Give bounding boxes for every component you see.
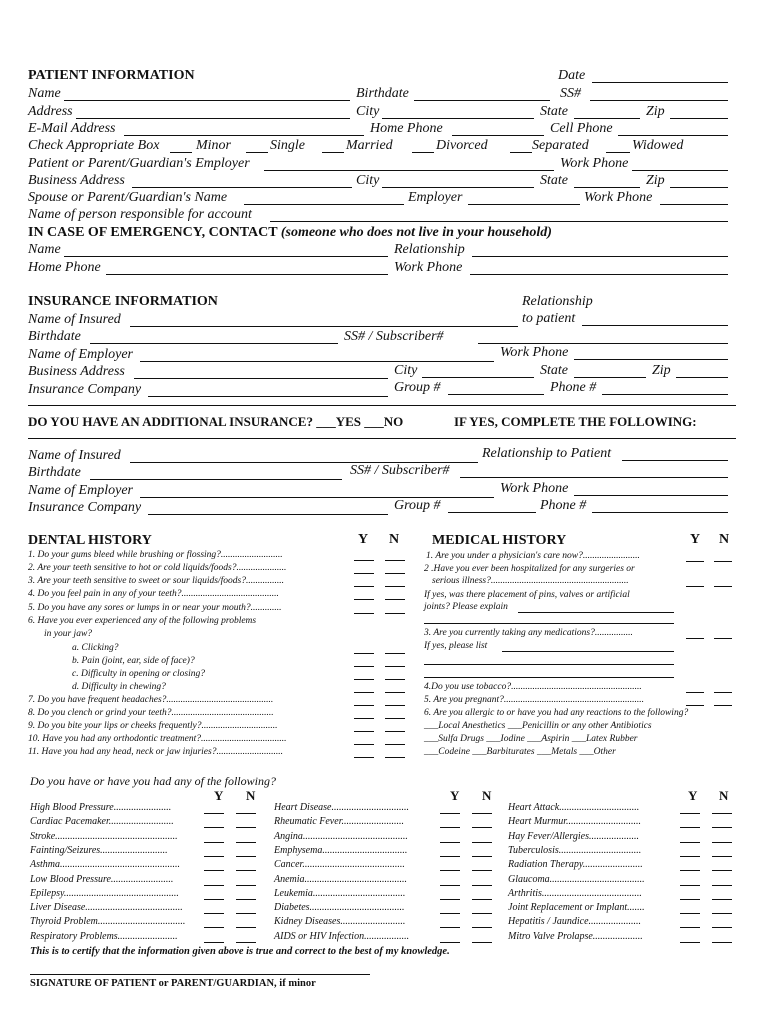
ss-line[interactable] — [590, 100, 728, 101]
dental-y-blank[interactable] — [354, 679, 374, 680]
state2-label: State — [540, 173, 568, 188]
emergency-heading-italic: (someone who does not live in your household) — [280, 225, 552, 240]
condition-n-blank[interactable] — [472, 942, 492, 943]
condition-n-blank[interactable] — [236, 827, 256, 828]
dental-question: a. Clicking? — [72, 643, 119, 653]
condition-n-blank[interactable] — [472, 842, 492, 843]
email-label: E-Mail Address — [28, 121, 116, 136]
dental-question: 9. Do you bite your lips or cheeks frequently?................................ — [28, 721, 278, 731]
dental-n-blank[interactable] — [385, 666, 405, 667]
dental-question: 8. Do you clench or grind your teeth?........................................... — [28, 708, 274, 718]
city2-line[interactable] — [382, 187, 534, 188]
ins-company-line[interactable] — [148, 396, 388, 397]
widowed-blank[interactable] — [606, 152, 630, 153]
work-phone-label: Work Phone — [560, 156, 629, 171]
zip-label: Zip — [646, 104, 665, 119]
condition-y-blank[interactable] — [680, 870, 700, 871]
condition-y-blank[interactable] — [204, 927, 224, 928]
spouse-line[interactable] — [244, 204, 404, 205]
condition-item: Tuberculosis................................. — [508, 844, 642, 856]
dental-n-blank[interactable] — [385, 679, 405, 680]
condition-n-blank[interactable] — [472, 813, 492, 814]
condition-y-blank[interactable] — [440, 827, 460, 828]
dental-question: c. Difficulty in opening or closing? — [72, 669, 205, 679]
medical-heading: MEDICAL HISTORY — [432, 533, 567, 548]
dental-n-blank[interactable] — [385, 560, 405, 561]
condition-item: Thyroid Problem................................... — [30, 916, 186, 928]
condition-n-blank[interactable] — [472, 899, 492, 900]
condition-y-blank[interactable] — [680, 885, 700, 886]
condition-y-blank[interactable] — [440, 870, 460, 871]
condition-item: Respiratory Problems........................ — [30, 930, 178, 942]
condition-n-blank[interactable] — [236, 856, 256, 857]
divorced-blank[interactable] — [412, 152, 434, 153]
med-q2a: 2 .Have you ever been hospitalized for any surgeries or — [424, 564, 635, 574]
condition-y-blank[interactable] — [204, 913, 224, 914]
condition-n-blank[interactable] — [712, 856, 732, 857]
condition-n-blank[interactable] — [712, 813, 732, 814]
city2-label: City — [356, 173, 380, 188]
ins-work-phone-label: Work Phone — [500, 345, 569, 360]
dental-n-blank[interactable] — [385, 744, 405, 745]
ins-relationship-line[interactable] — [582, 325, 728, 326]
condition-n-blank[interactable] — [472, 870, 492, 871]
condition-y-blank[interactable] — [680, 899, 700, 900]
cond-col3-y: Y — [688, 788, 698, 803]
condition-n-blank[interactable] — [236, 885, 256, 886]
dental-question: 4. Do you feel pain in any of your teeth?......................................... — [28, 589, 279, 599]
ins-company-label: Insurance Company — [28, 382, 142, 397]
condition-item: Hepatitis / Jaundice..................... — [508, 916, 642, 928]
dental-y-blank[interactable] — [354, 586, 374, 587]
med-q1-y[interactable] — [686, 561, 704, 562]
dental-n-blank[interactable] — [385, 573, 405, 574]
employer-line[interactable] — [264, 170, 554, 171]
condition-item: Rheumatic Fever......................... — [274, 816, 404, 828]
add-group-line[interactable] — [448, 512, 536, 513]
dental-y-blank[interactable] — [354, 731, 374, 732]
add-ss-label: SS# / Subscriber# — [350, 463, 450, 478]
add-relationship-line[interactable] — [622, 460, 728, 461]
medical-n-header: N — [719, 532, 730, 547]
condition-item: Emphysema.................................. — [274, 844, 408, 856]
zip2-label: Zip — [646, 173, 665, 188]
condition-y-blank[interactable] — [204, 942, 224, 943]
single-blank[interactable] — [246, 152, 268, 153]
dental-n-blank[interactable] — [385, 718, 405, 719]
condition-n-blank[interactable] — [236, 942, 256, 943]
signature-label: SIGNATURE OF PATIENT or PARENT/GUARDIAN, if minor — [30, 978, 316, 989]
condition-y-blank[interactable] — [204, 842, 224, 843]
emergency-heading-bold: IN CASE OF EMERGENCY, CONTACT — [28, 225, 278, 240]
add-birthdate-line[interactable] — [90, 479, 342, 480]
dental-y-blank[interactable] — [354, 560, 374, 561]
cond-col3-n: N — [719, 788, 729, 803]
dental-question: 10. Have you had any orthodontic treatment?.................................... — [28, 734, 287, 744]
condition-n-blank[interactable] — [712, 842, 732, 843]
dental-y-blank[interactable] — [354, 705, 374, 706]
patient-heading: PATIENT INFORMATION — [28, 68, 195, 83]
city-label: City — [356, 104, 380, 119]
certify-text: This is to certify that the information given above is true and correct to the best of my knowledge. — [30, 946, 450, 957]
zip2-line[interactable] — [670, 187, 728, 188]
dental-question: 7. Do you have frequent headaches?............................................. — [28, 695, 274, 705]
condition-n-blank[interactable] — [712, 913, 732, 914]
dental-n-header: N — [389, 532, 400, 547]
condition-item: Fainting/Seizures........................... — [30, 844, 168, 856]
cell-phone-label: Cell Phone — [550, 121, 613, 136]
condition-item: Mitro Valve Prolapse.................... — [508, 930, 643, 942]
emergency-name-line[interactable] — [64, 256, 388, 257]
married-label: Married — [346, 138, 393, 153]
condition-y-blank[interactable] — [440, 842, 460, 843]
condition-y-blank[interactable] — [440, 885, 460, 886]
ins-zip-label: Zip — [652, 363, 671, 378]
condition-n-blank[interactable] — [712, 885, 732, 886]
condition-item: AIDS or HIV Infection.................. — [274, 930, 410, 942]
divorced-label: Divorced — [436, 138, 488, 153]
ins-city-label: City — [394, 363, 418, 378]
condition-y-blank[interactable] — [440, 927, 460, 928]
add-phone-line[interactable] — [592, 512, 728, 513]
med-q2c: If yes, was there placement of pins, valves or artificial — [424, 590, 630, 600]
condition-n-blank[interactable] — [712, 827, 732, 828]
ins-birthdate-line[interactable] — [90, 343, 338, 344]
emergency-work-phone-line[interactable] — [470, 274, 728, 275]
divider-rule-2 — [28, 438, 736, 439]
dental-y-header: Y — [358, 532, 369, 547]
add-group-label: Group # — [394, 498, 441, 513]
med-q2-explain-line-2[interactable] — [424, 623, 674, 624]
dental-question: d. Difficulty in chewing? — [72, 682, 166, 692]
condition-y-blank[interactable] — [440, 813, 460, 814]
add-work-phone-label: Work Phone — [500, 481, 569, 496]
condition-y-blank[interactable] — [680, 827, 700, 828]
ins-work-phone-line[interactable] — [574, 359, 728, 360]
dental-y-blank[interactable] — [354, 718, 374, 719]
condition-item: Low Blood Pressure......................... — [30, 873, 174, 885]
dental-n-blank[interactable] — [385, 653, 405, 654]
condition-n-blank[interactable] — [712, 927, 732, 928]
condition-y-blank[interactable] — [680, 813, 700, 814]
dental-question: 2. Are your teeth sensitive to hot or cold liquids/foods?..................... — [28, 563, 287, 573]
ins-group-label: Group # — [394, 380, 441, 395]
med-q5: 5. Are you pregnant?........................................................... — [424, 695, 644, 705]
med-q4: 4.Do you use tobacco?....................................................... — [424, 682, 642, 692]
condition-item: Angina.......................................... — [274, 830, 408, 842]
home-phone-line[interactable] — [452, 135, 544, 136]
condition-item: Heart Attack................................ — [508, 802, 640, 813]
condition-item: Arthritis........................................ — [508, 887, 642, 899]
state2-line[interactable] — [574, 187, 640, 188]
condition-y-blank[interactable] — [204, 899, 224, 900]
ins-ss-line[interactable] — [478, 343, 728, 344]
date-line[interactable] — [592, 82, 728, 83]
add-phone-label: Phone # — [540, 498, 587, 513]
condition-item: Kidney Diseases.......................... — [274, 916, 406, 928]
med-q3-list-line-2[interactable] — [424, 664, 674, 665]
separated-blank[interactable] — [510, 152, 532, 153]
condition-y-blank[interactable] — [680, 913, 700, 914]
add-insured-label: Name of Insured — [28, 448, 121, 463]
dental-y-blank[interactable] — [354, 599, 374, 600]
med-allergy-2: ___Sulfa Drugs ___Iodine ___Aspirin ___Latex Rubber — [424, 734, 638, 744]
spouse-employer-label: Employer — [408, 190, 463, 205]
condition-y-blank[interactable] — [680, 842, 700, 843]
single-label: Single — [270, 138, 305, 153]
address-line[interactable] — [76, 118, 350, 119]
conditions-prompt: Do you have or have you had any of the following? — [30, 774, 276, 788]
med-q3: 3. Are you currently taking any medications?................ — [424, 628, 633, 638]
condition-item: Stroke................................................. — [30, 830, 178, 842]
med-q2-explain-line[interactable] — [518, 612, 674, 613]
ins-birthdate-label: Birthdate — [28, 329, 81, 344]
spouse-work-phone-line[interactable] — [660, 204, 728, 205]
dental-y-blank[interactable] — [354, 613, 374, 614]
condition-n-blank[interactable] — [472, 927, 492, 928]
med-q5-n[interactable] — [714, 705, 732, 706]
married-blank[interactable] — [322, 152, 344, 153]
city-line[interactable] — [382, 118, 534, 119]
add-company-label: Insurance Company — [28, 500, 142, 515]
dental-question: 6. Have you ever experienced any of the following problems — [28, 616, 257, 626]
check-box-label: Check Appropriate Box — [28, 138, 160, 153]
condition-n-blank[interactable] — [712, 899, 732, 900]
ins-business-address-label: Business Address — [28, 364, 125, 379]
condition-item: Cancer......................................... — [274, 859, 405, 871]
dental-question: 5. Do you have any sores or lumps in or near your mouth?............. — [28, 603, 282, 613]
ins-group-line[interactable] — [448, 394, 544, 395]
separated-label: Separated — [532, 138, 589, 153]
condition-item: Asthma................................................ — [30, 859, 180, 871]
ss-label: SS# — [560, 86, 581, 101]
condition-item: Epilepsy.............................................. — [30, 887, 179, 899]
med-q3b: If yes, please list — [424, 641, 488, 651]
state-label: State — [540, 104, 568, 119]
minor-blank[interactable] — [170, 152, 192, 153]
ins-insured-line[interactable] — [130, 326, 518, 327]
condition-n-blank[interactable] — [236, 899, 256, 900]
business-address-label: Business Address — [28, 173, 125, 188]
zip-line[interactable] — [670, 118, 728, 119]
condition-n-blank[interactable] — [236, 927, 256, 928]
med-q5-y[interactable] — [686, 705, 704, 706]
condition-item: Heart Murmur.............................. — [508, 816, 642, 828]
med-q4-y[interactable] — [686, 692, 704, 693]
ins-state-line[interactable] — [574, 377, 646, 378]
add-work-phone-line[interactable] — [574, 495, 728, 496]
med-q3-n[interactable] — [714, 638, 732, 639]
business-address-line[interactable] — [132, 187, 352, 188]
dental-question: 1. Do your gums bleed while brushing or flossing?.......................... — [28, 550, 283, 560]
employer-label: Patient or Parent/Guardian's Employer — [28, 156, 250, 171]
condition-n-blank[interactable] — [712, 870, 732, 871]
birthdate-line[interactable] — [414, 100, 550, 101]
dental-question: 3. Are your teeth sensitive to sweet or sour liquids/foods?................ — [28, 576, 284, 586]
ins-ss-label: SS# / Subscriber# — [344, 329, 444, 344]
date-label: Date — [558, 68, 586, 83]
dental-n-blank[interactable] — [385, 692, 405, 693]
condition-item: Radiation Therapy........................ — [508, 859, 643, 871]
spouse-label: Spouse or Parent/Guardian's Name — [28, 190, 228, 205]
medical-y-header: Y — [690, 532, 701, 547]
condition-item: Cardiac Pacemaker.......................... — [30, 816, 174, 828]
condition-y-blank[interactable] — [204, 870, 224, 871]
condition-item: Heart Disease............................... — [274, 802, 409, 813]
med-q6: 6. Are you allergic to or have you had any reactions to the following? — [424, 708, 689, 718]
spouse-employer-line[interactable] — [468, 204, 580, 205]
ins-employer-line[interactable] — [140, 361, 494, 362]
ins-insured-label: Name of Insured — [28, 312, 121, 327]
additional-question: DO YOU HAVE AN ADDITIONAL INSURANCE? ___YES ___NO — [28, 414, 404, 429]
add-employer-label: Name of Employer — [28, 483, 133, 498]
minor-label: Minor — [196, 138, 231, 153]
med-q1: 1. Are you under a physician's care now?........................ — [426, 551, 640, 561]
med-q3-list-line-3[interactable] — [424, 677, 674, 678]
add-relationship-label: Relationship to Patient — [482, 446, 612, 461]
ins-state-label: State — [540, 363, 568, 378]
condition-y-blank[interactable] — [440, 913, 460, 914]
med-allergy-1: ___Local Anesthetics ___Penicillin or any other Antibiotics — [424, 721, 652, 731]
cond-col1-n: N — [246, 788, 256, 803]
work-phone-line[interactable] — [632, 170, 728, 171]
add-company-line[interactable] — [148, 514, 388, 515]
med-allergy-3: ___Codeine ___Barbiturates ___Metals ___Other — [424, 747, 616, 757]
ins-phone-line[interactable] — [602, 394, 728, 395]
dental-n-blank[interactable] — [385, 599, 405, 600]
condition-n-blank[interactable] — [472, 827, 492, 828]
responsible-label: Name of person responsible for account — [28, 207, 252, 222]
dental-y-blank[interactable] — [354, 744, 374, 745]
condition-item: Anemia......................................... — [274, 873, 408, 885]
dental-n-blank[interactable] — [385, 731, 405, 732]
divider-rule — [28, 405, 736, 406]
condition-item: Liver Disease....................................... — [30, 902, 183, 914]
condition-n-blank[interactable] — [472, 856, 492, 857]
condition-y-blank[interactable] — [680, 927, 700, 928]
add-ss-line[interactable] — [460, 477, 728, 478]
condition-y-blank[interactable] — [440, 942, 460, 943]
dental-question: b. Pain (joint, ear, side of face)? — [72, 656, 195, 666]
dental-question: 11. Have you had any head, neck or jaw injuries?............................ — [28, 747, 283, 757]
condition-n-blank[interactable] — [236, 842, 256, 843]
emergency-relationship-line[interactable] — [472, 256, 728, 257]
condition-n-blank[interactable] — [712, 942, 732, 943]
responsible-line[interactable] — [270, 221, 728, 222]
med-q3-list-line[interactable] — [502, 651, 674, 652]
address-label: Address — [28, 104, 73, 119]
email-line[interactable] — [124, 135, 364, 136]
emergency-name-label: Name — [28, 242, 61, 257]
condition-y-blank[interactable] — [204, 827, 224, 828]
condition-y-blank[interactable] — [204, 813, 224, 814]
ins-city-line[interactable] — [422, 377, 534, 378]
dental-y-blank[interactable] — [354, 757, 374, 758]
med-q4-n[interactable] — [714, 692, 732, 693]
med-q2b: serious illness?.......................................................... — [432, 576, 629, 586]
ins-relationship-label: Relationship — [522, 294, 593, 309]
birthdate-label: Birthdate — [356, 86, 409, 101]
condition-y-blank[interactable] — [204, 856, 224, 857]
ins-phone-label: Phone # — [550, 380, 597, 395]
cond-col2-n: N — [482, 788, 492, 803]
emergency-heading — [28, 225, 552, 241]
dental-n-blank[interactable] — [385, 613, 405, 614]
dental-n-blank[interactable] — [385, 586, 405, 587]
cell-phone-line[interactable] — [618, 135, 728, 136]
spouse-work-phone-label: Work Phone — [584, 190, 653, 205]
dental-y-blank[interactable] — [354, 666, 374, 667]
emergency-work-phone-label: Work Phone — [394, 260, 463, 275]
insurance-heading: INSURANCE INFORMATION — [28, 294, 218, 309]
condition-item: Hay Fever/Allergies.................... — [508, 830, 639, 842]
condition-n-blank[interactable] — [236, 813, 256, 814]
ins-business-address-line[interactable] — [134, 378, 388, 379]
cond-col2-y: Y — [450, 788, 460, 803]
dental-y-blank[interactable] — [354, 653, 374, 654]
ins-employer-label: Name of Employer — [28, 347, 133, 362]
condition-n-blank[interactable] — [236, 870, 256, 871]
dental-question: in your jaw? — [44, 629, 93, 639]
emergency-home-phone-label: Home Phone — [28, 260, 101, 275]
condition-y-blank[interactable] — [680, 942, 700, 943]
dental-y-blank[interactable] — [354, 692, 374, 693]
dental-n-blank[interactable] — [385, 705, 405, 706]
emergency-relationship-label: Relationship — [394, 242, 465, 257]
condition-n-blank[interactable] — [472, 885, 492, 886]
condition-y-blank[interactable] — [680, 856, 700, 857]
cond-col1-y: Y — [214, 788, 224, 803]
dental-heading: DENTAL HISTORY — [28, 533, 152, 548]
widowed-label: Widowed — [632, 138, 684, 153]
condition-y-blank[interactable] — [440, 856, 460, 857]
med-q2-n[interactable] — [714, 586, 732, 587]
dental-y-blank[interactable] — [354, 573, 374, 574]
name-line[interactable] — [64, 100, 350, 101]
condition-item: Leukemia..................................... — [274, 887, 406, 899]
med-q3-y[interactable] — [686, 638, 704, 639]
condition-n-blank[interactable] — [472, 913, 492, 914]
med-q2d: joints? Please explain — [424, 602, 508, 612]
additional-if-yes: IF YES, COMPLETE THE FOLLOWING: — [454, 414, 697, 429]
state-line[interactable] — [574, 118, 640, 119]
condition-item: Glaucoma...................................... — [508, 873, 645, 885]
condition-y-blank[interactable] — [440, 899, 460, 900]
name-label: Name — [28, 86, 61, 101]
signature-line[interactable] — [30, 974, 370, 975]
add-birthdate-label: Birthdate — [28, 465, 81, 480]
condition-y-blank[interactable] — [204, 885, 224, 886]
emergency-home-phone-line[interactable] — [106, 274, 388, 275]
home-phone-label: Home Phone — [370, 121, 443, 136]
condition-item: Diabetes...................................... — [274, 902, 405, 914]
condition-n-blank[interactable] — [236, 913, 256, 914]
condition-item: High Blood Pressure....................... — [30, 802, 172, 813]
ins-zip-line[interactable] — [676, 377, 728, 378]
med-q1-n[interactable] — [714, 561, 732, 562]
ins-to-patient-label: to patient — [522, 311, 576, 326]
condition-item: Joint Replacement or Implant....... — [508, 902, 645, 914]
dental-n-blank[interactable] — [385, 757, 405, 758]
med-q2-y[interactable] — [686, 586, 704, 587]
